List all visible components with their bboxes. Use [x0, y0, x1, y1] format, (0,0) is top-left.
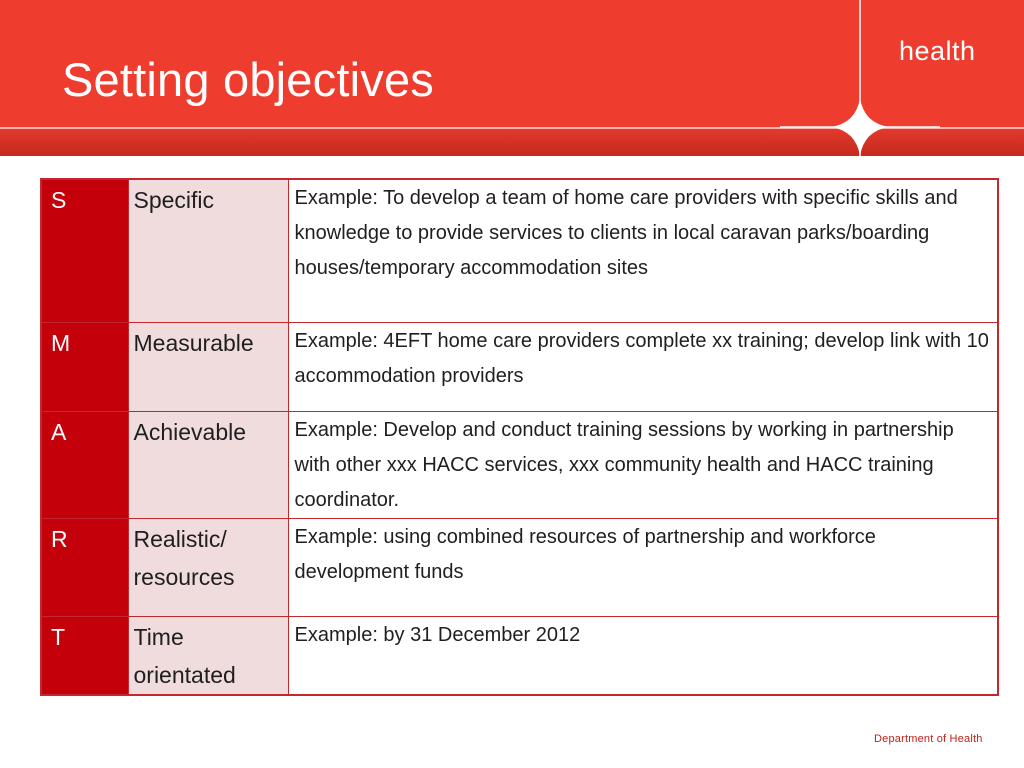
table-row: [41, 411, 998, 518]
smart-example: Example: Develop and conduct training sessions by working in partnership with other xxx HACC services, xxx community health and HACC training coordinator.: [288, 411, 998, 518]
smart-example: Example: by 31 December 2012: [288, 616, 998, 695]
table-row: [41, 179, 998, 322]
smart-letter: S: [41, 179, 128, 322]
smart-example: Example: To develop a team of home care providers with specific skills and knowledge to provide services to clients in local caravan parks/boarding houses/temporary accommodation sites: [288, 179, 998, 322]
smart-example: Example: 4EFT home care providers complete xx training; develop link with 10 accommodation providers: [288, 322, 998, 411]
smart-term: Specific: [128, 179, 288, 322]
smart-term: Time orientated: [128, 616, 288, 695]
table-row: [41, 616, 998, 695]
smart-term: Measurable: [128, 322, 288, 411]
smart-letter: T: [41, 616, 128, 695]
footer-department: Department of Health: [874, 733, 983, 745]
smart-example: Example: using combined resources of partnership and workforce development funds: [288, 518, 998, 616]
smart-term: Realistic/ resources: [128, 518, 288, 616]
brand-wordmark: health: [899, 36, 976, 66]
slide-title: Setting objectives: [62, 53, 434, 106]
smart-letter: R: [41, 518, 128, 616]
table-row: [41, 322, 998, 411]
smart-letter: A: [41, 411, 128, 518]
smart-term: Achievable: [128, 411, 288, 518]
smart-objectives-table: [40, 178, 999, 696]
table-row: [41, 518, 998, 616]
smart-letter: M: [41, 322, 128, 411]
